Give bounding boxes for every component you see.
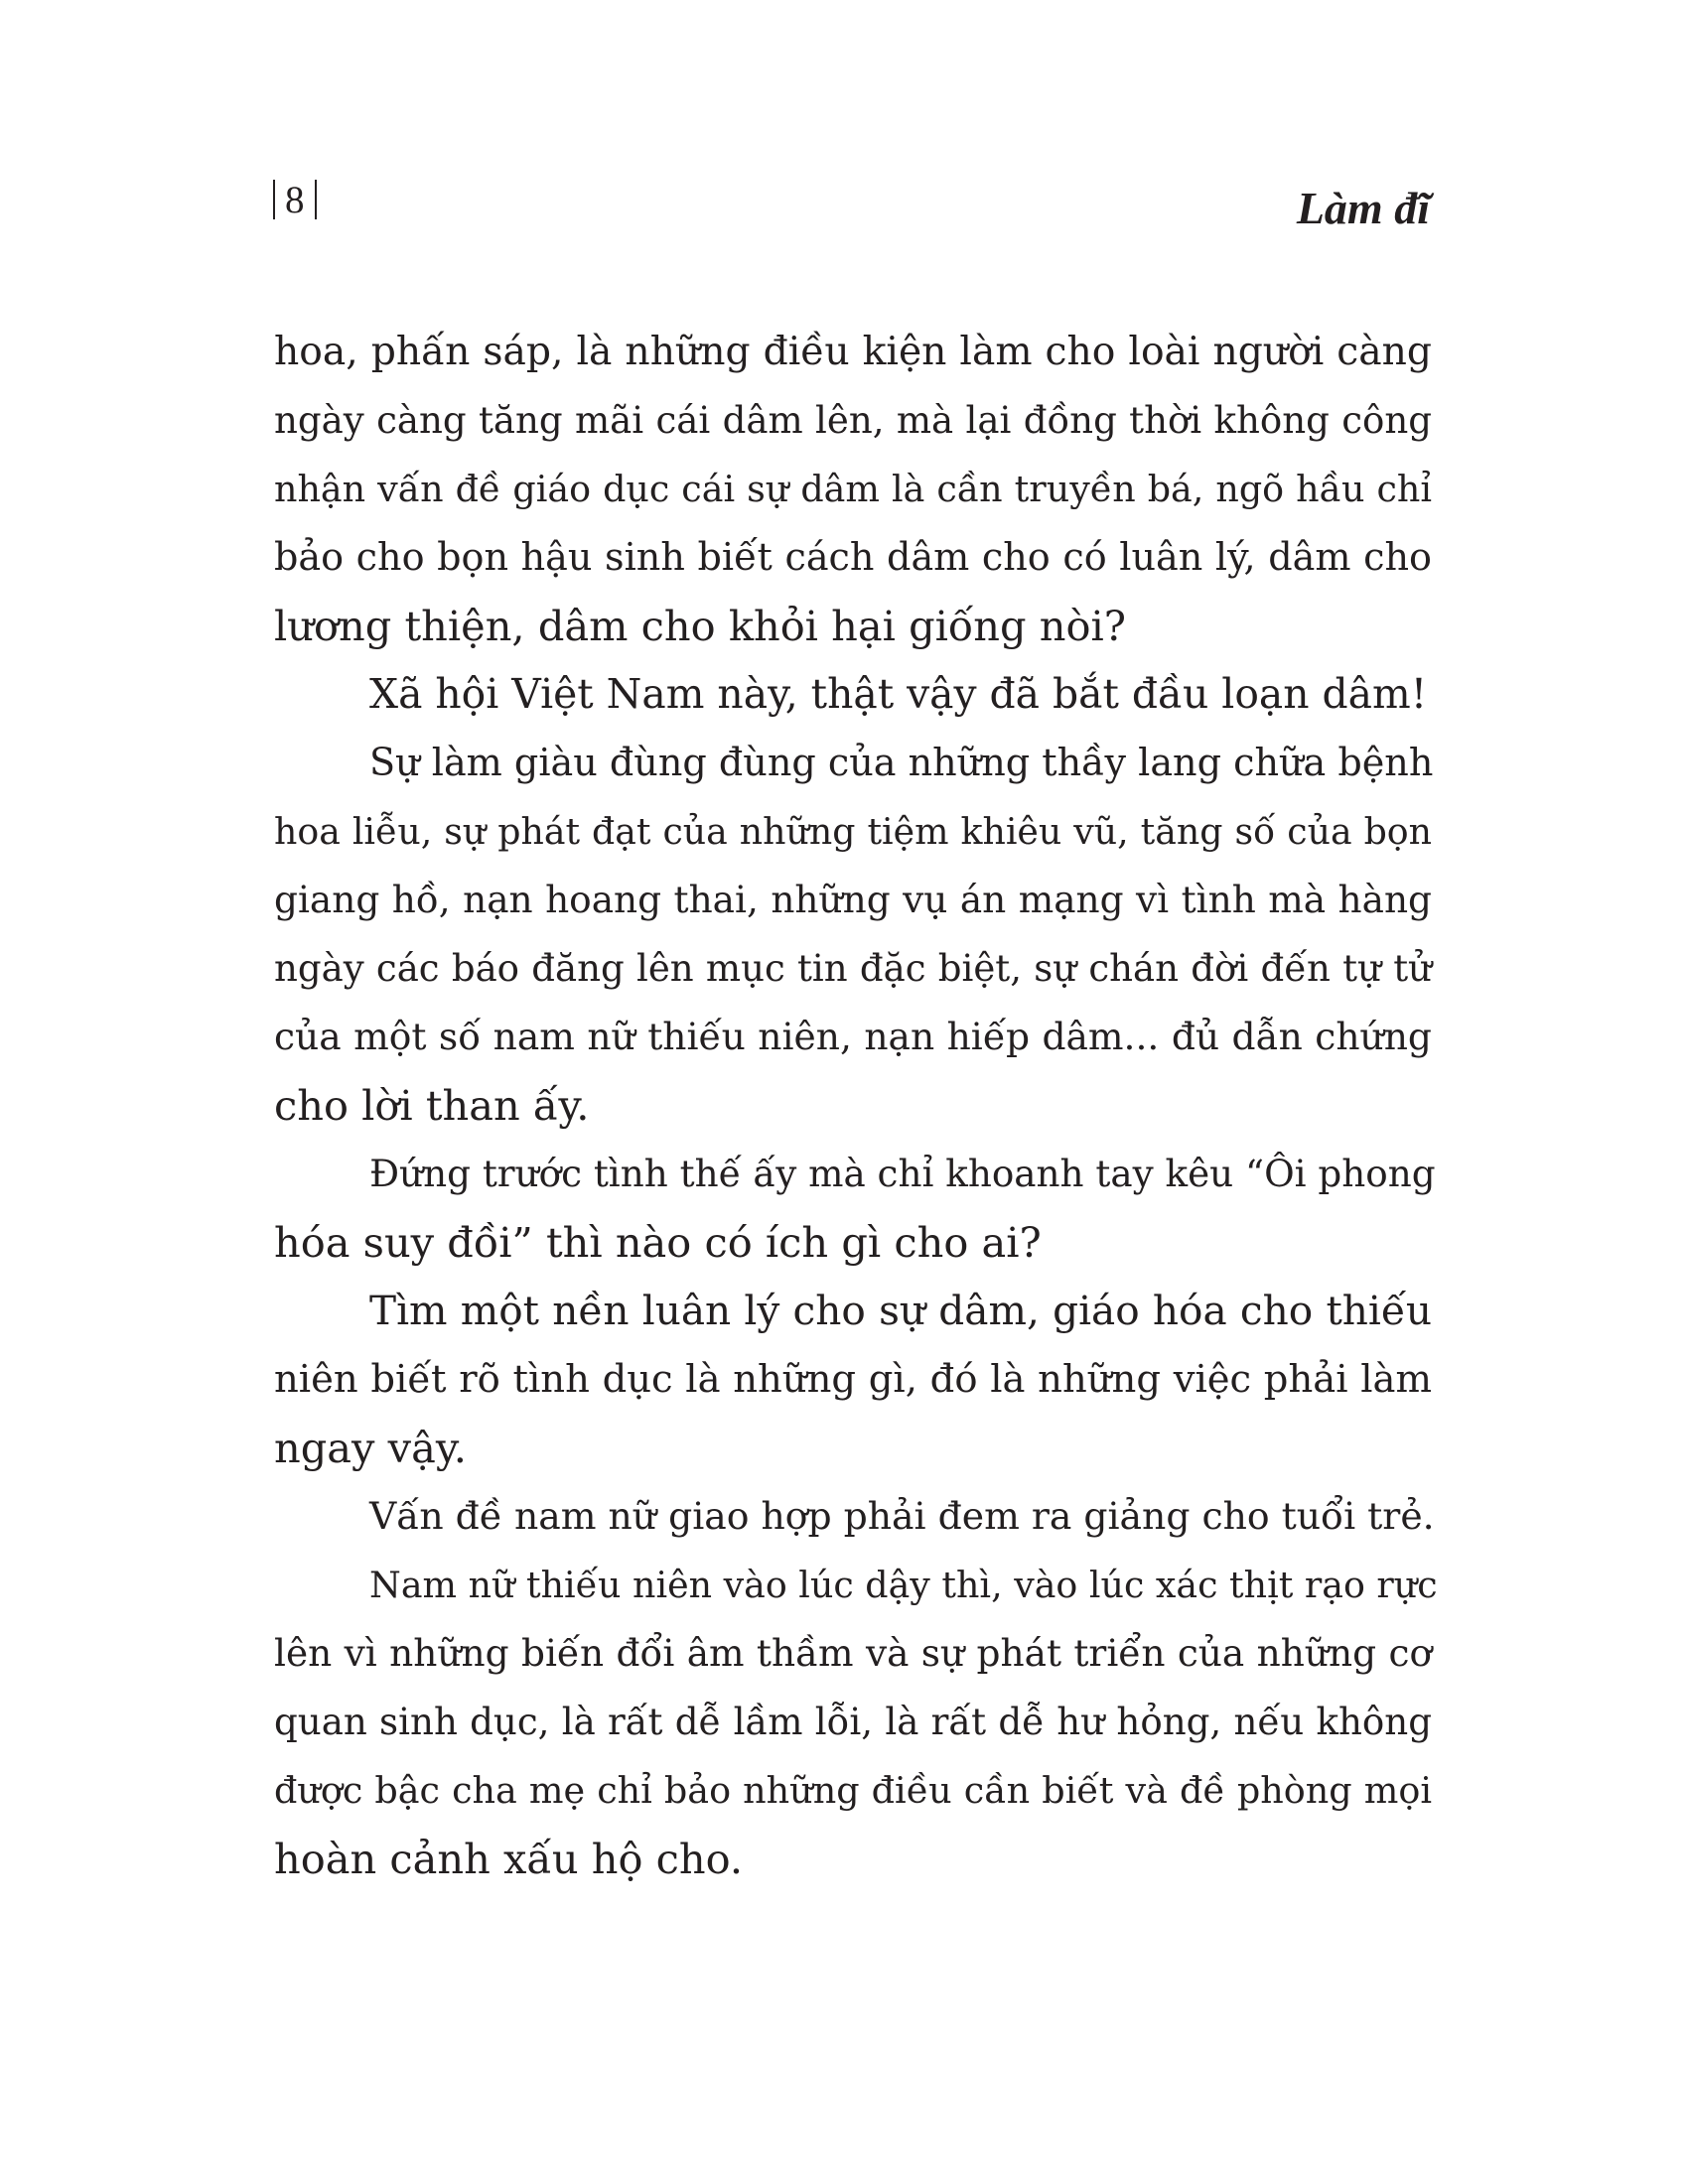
- text-line: Vấn đề nam nữ giao hợp phải đem ra giảng cho tuổi trẻ.: [369, 1494, 1435, 1538]
- paragraph: [274, 1551, 1438, 1893]
- text-line: hóa suy đồi” thì nào có ích gì cho ai?: [274, 1218, 1042, 1267]
- text-line: Tìm một nền luân lý cho sự dâm, giáo hóa cho thiếu: [369, 1287, 1432, 1334]
- text-line: niên biết rõ tình dục là những gì, đó là những việc phải làm: [274, 1357, 1432, 1402]
- text-line: cho lời than ấy.: [274, 1081, 590, 1130]
- text-line: hoàn cảnh xấu hộ cho.: [274, 1835, 744, 1883]
- text-line: nhận vấn đề giáo dục cái sự dâm là cần truyền bá, ngõ hầu chỉ: [274, 468, 1432, 510]
- text-line: hoa liễu, sự phát đạt của những tiệm khiêu vũ, tăng số của bọn: [274, 810, 1432, 853]
- running-title: Làm đĩ: [1296, 183, 1430, 233]
- text-line: của một số nam nữ thiếu niên, nạn hiếp dâm... đủ dẫn chứng: [274, 1015, 1432, 1058]
- paragraph: [274, 1140, 1436, 1277]
- text-line: Sự làm giàu đùng đùng của những thầy lang chữa bệnh: [369, 741, 1434, 784]
- paragraph: [274, 1482, 1435, 1551]
- page-number: [273, 177, 317, 224]
- text-line: lương thiện, dâm cho khỏi hại giống nòi?: [274, 602, 1127, 650]
- text-line: bảo cho bọn hậu sinh biết cách dâm cho có luân lý, dâm cho: [274, 535, 1432, 579]
- text-line: được bậc cha mẹ chỉ bảo những điều cần biết và đề phòng mọi: [274, 1769, 1432, 1812]
- text-line: ngày các báo đăng lên mục tin đặc biệt, sự chán đời đến tự tử: [274, 947, 1432, 990]
- text-line: ngay vậy.: [274, 1424, 467, 1472]
- page-number-right-bar: [315, 180, 317, 219]
- text-line: ngày càng tăng mãi cái dâm lên, mà lại đồng thời không công: [274, 399, 1432, 442]
- paragraph: [274, 729, 1432, 1140]
- text-line: lên vì những biến đổi âm thầm và sự phát triển của những cơ: [274, 1631, 1432, 1675]
- page-number-value: 8: [285, 179, 305, 221]
- text-line: giang hồ, nạn hoang thai, những vụ án mạng vì tình mà hàng: [274, 878, 1432, 921]
- paragraph: [274, 1277, 1432, 1482]
- page-number-left-bar: [273, 180, 275, 219]
- paragraph: [274, 318, 1432, 660]
- body-text: [274, 318, 1438, 1893]
- paragraph: [274, 660, 1432, 729]
- text-line: quan sinh dục, là rất dễ lầm lỗi, là rất dễ hư hỏng, nếu không: [274, 1700, 1432, 1743]
- text-line: Đứng trước tình thế ấy mà chỉ khoanh tay kêu “Ôi phong: [369, 1152, 1436, 1195]
- text-line: hoa, phấn sáp, là những điều kiện làm cho loài người càng: [274, 330, 1432, 374]
- text-line: Nam nữ thiếu niên vào lúc dậy thì, vào lúc xác thịt rạo rực: [369, 1564, 1438, 1606]
- text-line: Xã hội Việt Nam này, thật vậy đã bắt đầu loạn dâm!: [369, 670, 1428, 718]
